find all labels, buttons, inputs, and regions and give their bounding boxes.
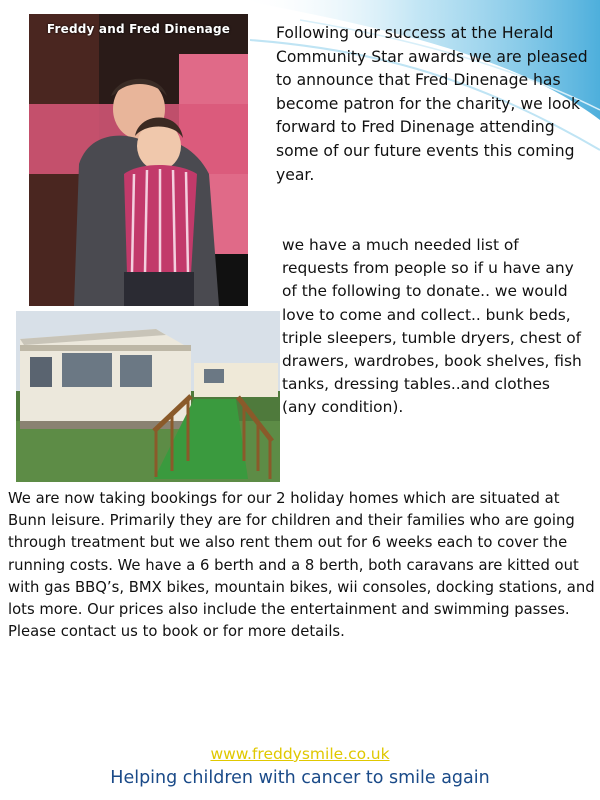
holiday-homes-paragraph: We are now taking bookings for our 2 holiday homes which are situated at Bunn leisure. Primarily they are for children and their families who are going through treatment but we also rent them out for 6 weeks each to cover the running costs. We have a 6 berth and a 8 berth, both caravans are kitted out with gas BBQ’s, BMX bikes, mountain bikes, wii consoles, docking stations, and lots more. Our prices also include the entertainment and swimming passes. Please contact us to book or for more details. (8, 490, 595, 641)
photo-caravan (16, 311, 280, 482)
patron-announcement-paragraph: Following our success at the Herald Community Star awards we are pleased to announce that Fred Dinenage has become patron for the charity, we look forward to Fred Dinenage attending some of our future events this coming year. (276, 24, 588, 184)
tagline: Helping children with cancer to smile again (110, 768, 490, 788)
donation-requests-paragraph: we have a much needed list of requests from people so if u have any of the following to donate.. we would love to come and collect.. bunk beds, triple sleepers, tumble dryers, chest of drawers, wardrobes, book shelves, fish tanks, dressing tables..and clothes (any condition). (282, 236, 582, 417)
website-link[interactable]: www.freddysmile.co.uk (210, 745, 390, 763)
photo-fred-and-freddy (29, 14, 248, 306)
photo-caption: Freddy and Fred Dinenage (46, 22, 231, 36)
